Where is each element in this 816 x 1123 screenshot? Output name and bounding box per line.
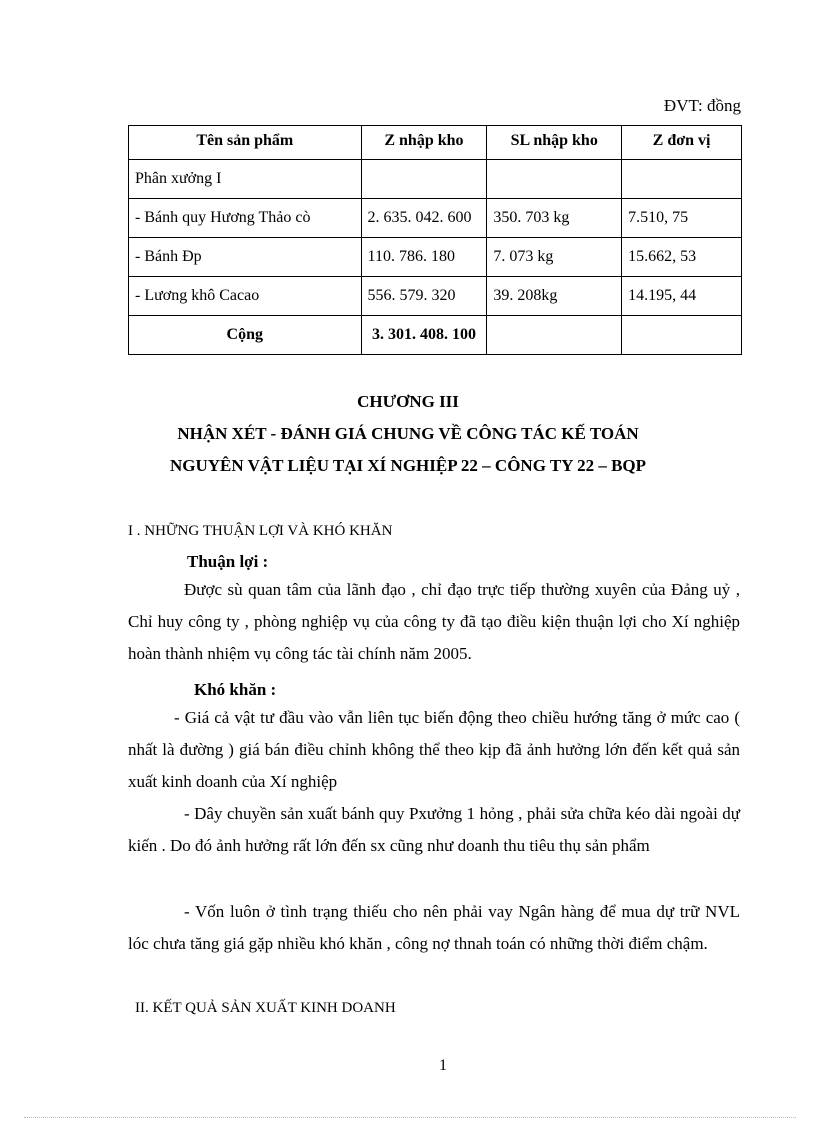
total-label: Cộng (129, 316, 362, 355)
table-cell: 7. 073 kg (487, 238, 622, 277)
total-value: 3. 301. 408. 100 (361, 316, 487, 355)
table-cell (622, 316, 742, 355)
difficulty-paragraph-1: - Giá cả vật tư đầu vào vẫn liên tục biến động theo chiều hướng tăng ở mức cao ( nhất là đường ) giá bán điều chỉnh không thể theo kịp đã ảnh hưởng lớn đến kết quả sản xuất kinh doanh của Xí nghiệp (128, 708, 740, 791)
table-row (129, 199, 742, 238)
table-cell (487, 160, 622, 199)
table-cell: 556. 579. 320 (361, 277, 487, 316)
advantages-paragraph: Được sù quan tâm của lãnh đạo , chỉ đạo trực tiếp thường xuyên của Đảng uỷ , Chỉ huy công ty , phòng nghiệp vụ của công ty đã tạo điều kiện thuận lợi cho Xí nghiệp hoàn thành nhiệm vụ công tác tài chính năm 2005. (128, 580, 740, 663)
table-cell: 39. 208kg (487, 277, 622, 316)
table-cell: 7.510, 75 (622, 199, 742, 238)
table-cell (622, 160, 742, 199)
section-heading-2: II. KẾT QUẢ SẢN XUẤT KINH DOANH (135, 1000, 396, 1016)
advantages-heading: Thuận lợi : (187, 552, 269, 571)
chapter-heading: CHƯƠNG III (357, 392, 459, 411)
page-number: 1 (439, 1057, 447, 1074)
table-cell: - Lương khô Cacao (129, 277, 362, 316)
page-bottom-divider (24, 1117, 796, 1118)
table-cell: 15.662, 53 (622, 238, 742, 277)
table-cell: - Bánh Đp (129, 238, 362, 277)
cost-table (128, 125, 742, 355)
table-cell: Phân xưởng I (129, 160, 362, 199)
header-z-stock: Z nhập kho (361, 126, 487, 160)
header-quantity: SL nhập kho (487, 126, 622, 160)
chapter-title-line2: NGUYÊN VẬT LIỆU TẠI XÍ NGHIỆP 22 – CÔNG TY 22 – BQP (169, 456, 647, 475)
difficulties-heading: Khó khăn : (194, 680, 277, 699)
table-row (129, 238, 742, 277)
unit-label: ĐVT: đồng (663, 96, 741, 115)
table-header-row (129, 126, 742, 160)
chapter-title-line1: NHẬN XÉT - ĐÁNH GIÁ CHUNG VỀ CÔNG TÁC KẾ TOÁN (177, 424, 639, 443)
table-total-row (129, 316, 742, 355)
difficulty-paragraph-2: - Dây chuyền sản xuất bánh quy Pxưởng 1 hỏng , phải sửa chữa kéo dài ngoài dự kiến . Do đó ảnh hưởng rất lớn đến sx cũng như doanh thu tiêu thụ sản phẩm (128, 804, 740, 855)
table-cell: 350. 703 kg (487, 199, 622, 238)
table-cell (361, 160, 487, 199)
table-row (129, 277, 742, 316)
difficulty-paragraph-3: - Vốn luôn ở tình trạng thiếu cho nên phải vay Ngân hàng để mua dự trữ NVL lóc chưa tăng giá gặp nhiều khó khăn , công nợ thnah toán có những thời điểm chậm. (128, 902, 740, 953)
table-cell: - Bánh quy Hương Thảo cò (129, 199, 362, 238)
table-cell (487, 316, 622, 355)
section-heading-1: I . NHỮNG THUẬN LỢI VÀ KHÓ KHĂN (128, 523, 393, 539)
table-cell: 2. 635. 042. 600 (361, 199, 487, 238)
table-row (129, 160, 742, 199)
table-cell: 14.195, 44 (622, 277, 742, 316)
header-product-name: Tên sản phẩm (129, 126, 362, 160)
header-unit-cost: Z đơn vị (622, 126, 742, 160)
table-cell: 110. 786. 180 (361, 238, 487, 277)
